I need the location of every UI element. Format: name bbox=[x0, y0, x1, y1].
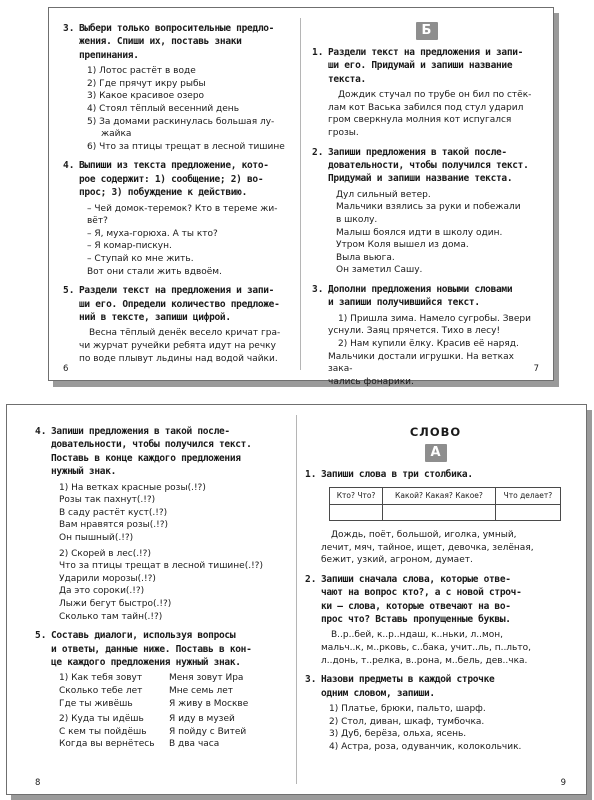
questions-column bbox=[51, 713, 169, 751]
text-line: – Я, муха-горюха. А ты кто? bbox=[87, 228, 218, 239]
list-item: Ударили морозы(.!?) bbox=[59, 573, 156, 584]
word-list bbox=[321, 629, 566, 667]
list-item: жайка bbox=[101, 129, 132, 140]
task-instruction: Составь диалоги, используя вопросы и ответы, данные ниже. Поставь в кон- це каждого предложения нужный знак. bbox=[51, 630, 252, 668]
sentence-list bbox=[328, 189, 541, 277]
text-line: в школу. bbox=[336, 215, 378, 225]
question: Когда вы вернётесь bbox=[59, 739, 155, 750]
section-title: СЛОВО bbox=[409, 425, 462, 439]
text-line: лечит, мяч, тайное, ищет, девочка, зелёная, bbox=[321, 542, 534, 553]
dialog-2 bbox=[51, 713, 287, 751]
answer: Мне семь лет bbox=[169, 685, 234, 696]
list-item: 3) Какое красивое озеро bbox=[87, 91, 205, 102]
text-line: – Ступай ко мне жить. bbox=[87, 253, 194, 264]
task-3 bbox=[312, 283, 541, 388]
word-columns-table bbox=[329, 487, 561, 521]
list-item: 4) Астра, роза, одуванчик, колокольчик. bbox=[329, 741, 522, 752]
task-4 bbox=[63, 159, 291, 278]
page-7 bbox=[302, 8, 553, 387]
list-item: Лыжи бегут быстро(.!?) bbox=[59, 598, 172, 609]
text-line: гром сверкнула молния кот испугался грозы. bbox=[328, 115, 512, 138]
task-2 bbox=[312, 146, 541, 277]
text-line: бежит, узкий, агроном, думает. bbox=[321, 555, 473, 566]
page-8 bbox=[7, 405, 295, 794]
table-row bbox=[330, 504, 561, 520]
text-line: Мальчики взялись за руки и побежали bbox=[336, 202, 521, 213]
list-item: Сколько там тайн(.!?) bbox=[59, 611, 163, 622]
task-number: 3. bbox=[305, 674, 317, 686]
answer: Я живу в Москве bbox=[169, 698, 249, 709]
text-line: чались фонарики. bbox=[328, 376, 414, 387]
list-item: 1) Лотос растёт в воде bbox=[87, 66, 196, 77]
answers-column bbox=[169, 713, 287, 751]
list-item: 2) Где прячут икру рыбы bbox=[87, 78, 206, 89]
sentence-group-1 bbox=[51, 482, 287, 545]
task-number: 1. bbox=[305, 469, 317, 480]
list-item: Розы так пахнут(.!?) bbox=[59, 495, 156, 506]
text-line: Дождь, поёт, большой, иголка, умный, bbox=[331, 529, 517, 540]
bottom-spread bbox=[6, 404, 587, 795]
text-line: Малыш боялся идти в школу один. bbox=[336, 227, 503, 238]
page-number: 6 bbox=[63, 364, 69, 374]
task-instruction: Выбери только вопросительные предло- жения. Спиши их, поставь знаки препинания. bbox=[79, 23, 275, 61]
text-line: Утром Коля вышел из дома. bbox=[336, 240, 469, 251]
answer: Меня зовут Ира bbox=[169, 673, 244, 684]
task-number: 1. bbox=[312, 47, 324, 58]
section-badge: Б bbox=[416, 22, 438, 40]
list-item: В саду растёт куст(.!?) bbox=[59, 507, 168, 518]
task-number: 2. bbox=[312, 146, 324, 158]
text-line: чи журчат ручейки ребята идут на речку bbox=[79, 340, 276, 351]
answer: В два часа bbox=[169, 739, 220, 750]
page-number: 7 bbox=[533, 364, 539, 374]
page-number: 8 bbox=[35, 778, 41, 788]
task-instruction: Запиши слова в три столбика. bbox=[321, 469, 473, 480]
task-instruction: Дополни предложения новыми словами и запиши получившийся текст. bbox=[328, 283, 513, 309]
task-instruction: Выпиши из текста предложение, кото- рое содержит: 1) сообщение; 2) во- прос; 3) побуждение к действию. bbox=[79, 160, 269, 199]
text-line: В..р..бей, к..р..ндаш, к..ньки, л..мон, bbox=[331, 630, 504, 641]
text-block bbox=[328, 89, 541, 139]
task-number: 3. bbox=[63, 23, 75, 34]
text-line: Он заметил Сашу. bbox=[336, 265, 423, 276]
question: 2) Куда ты идёшь bbox=[59, 714, 144, 725]
task-5 bbox=[35, 629, 287, 751]
text-line: Дул сильный ветер. bbox=[336, 189, 431, 200]
page-6 bbox=[49, 8, 299, 380]
list-item: 6) Что за птицы трещат в лесной тишине bbox=[87, 141, 285, 152]
sentence-list bbox=[79, 65, 291, 153]
object-list bbox=[321, 703, 566, 753]
text-line: 2) Нам купили ёлку. Красив её наряд. bbox=[338, 338, 519, 349]
task-2 bbox=[305, 573, 566, 667]
task-4 bbox=[35, 425, 287, 623]
top-spread bbox=[48, 7, 554, 387]
answers-column bbox=[169, 672, 287, 710]
table-header-cell: Что делает? bbox=[495, 488, 560, 505]
page-9 bbox=[297, 405, 586, 794]
task-3 bbox=[63, 22, 291, 153]
text-line: 1) Пришла зима. Намело сугробы. Звери bbox=[338, 313, 531, 324]
table-header-cell: Кто? Что? bbox=[330, 488, 383, 505]
task-number: 4. bbox=[63, 160, 75, 172]
task-instruction: Запиши сначала слова, которые отве- чают на вопрос кто?, а с новой строч- ки – слова, которые отвечают на во- прос что? Вставь пропущенные буквы. bbox=[321, 573, 522, 625]
table-cell bbox=[383, 504, 496, 520]
question: С кем ты пойдёшь bbox=[59, 726, 147, 737]
table-cell bbox=[330, 504, 383, 520]
list-item: Он пышный(.!?) bbox=[59, 533, 134, 543]
task-instruction: Запиши предложения в такой после- довательности, чтобы получился текст. Поставь в конце каждого предложения нужный знак. bbox=[51, 426, 252, 478]
page-divider bbox=[300, 18, 301, 370]
text-line: Мальчики достали игрушки. На ветках зака- bbox=[328, 351, 514, 375]
task-5 bbox=[63, 284, 291, 365]
text-line: Весна тёплый денёк весело кричат гра- bbox=[89, 328, 281, 339]
list-item: 4) Стоял тёплый весенний день bbox=[87, 104, 239, 114]
task-3 bbox=[305, 673, 566, 753]
table-cell bbox=[495, 504, 560, 520]
text-line: вёт? bbox=[87, 216, 108, 227]
text-line: по воде плывут льдины над водой чайки. bbox=[79, 353, 278, 364]
text-line: л..донь, т..релка, в..рона, м..бель, дев..чка. bbox=[321, 655, 528, 666]
task-1 bbox=[312, 46, 541, 140]
answer: Я пойду с Витей bbox=[169, 726, 247, 737]
list-item: Вам нравятся розы(.!?) bbox=[59, 520, 169, 531]
page-number: 9 bbox=[560, 778, 566, 788]
answer: Я иду в музей bbox=[169, 714, 235, 725]
question: Где ты живёшь bbox=[59, 698, 133, 709]
text-line: Выла вьюга. bbox=[336, 252, 395, 263]
text-line: Вот они стали жить вдвоём. bbox=[87, 266, 222, 277]
list-item: Да это сороки(.!?) bbox=[59, 586, 145, 597]
task-number: 3. bbox=[312, 283, 324, 295]
table-header-row bbox=[330, 488, 561, 505]
text-block bbox=[328, 313, 541, 389]
task-number: 4. bbox=[35, 426, 47, 437]
list-item: 2) Стол, диван, шкаф, тумбочка. bbox=[329, 716, 485, 727]
table-header-cell: Какой? Какая? Какое? bbox=[383, 488, 496, 505]
list-item: 5) За домами раскинулась большая лу- bbox=[87, 116, 275, 127]
task-number: 5. bbox=[63, 285, 75, 297]
question: 1) Как тебя зовут bbox=[59, 673, 143, 684]
word-list bbox=[321, 529, 566, 567]
list-item: 1) Платье, брюки, пальто, шарф. bbox=[329, 703, 486, 714]
task-instruction: Запиши предложения в такой после- довательности, чтобы получился текст. Придумай и запиши название текста. bbox=[328, 146, 529, 185]
text-line: Дождик стучал по трубе он бил по стёк- bbox=[338, 90, 532, 101]
dialog-text bbox=[79, 203, 291, 279]
sentence-group-2 bbox=[51, 548, 287, 624]
text-line: – Я комар-пискун. bbox=[87, 241, 172, 252]
text-line: – Чей домок-теремок? Кто в тереме жи- bbox=[87, 203, 278, 214]
task-number: 2. bbox=[305, 573, 317, 585]
text-line: мальч..к, м..рковь, с..бака, учит..ль, п..льто, bbox=[321, 642, 531, 653]
questions-column bbox=[51, 672, 169, 710]
text-line: лам кот Васька забился под стул ударил bbox=[328, 102, 524, 113]
task-instruction: Раздели текст на предложения и запи- ши его. Определи количество предложе- ний в тексте, запиши цифрой. bbox=[79, 285, 280, 323]
text-line: уснули. Заяц прячется. Тихо в лесу! bbox=[328, 326, 501, 337]
task-instruction: Назови предметы в каждой строчке одним словом, запиши. bbox=[321, 674, 495, 699]
list-item: 3) Дуб, берёза, ольха, ясень. bbox=[329, 729, 467, 740]
task-1 bbox=[305, 468, 566, 567]
dialog-1 bbox=[51, 672, 287, 710]
list-item: Что за птицы трещат в лесной тишине(.!?) bbox=[59, 561, 263, 572]
list-item: 1) На ветках красные розы(.!?) bbox=[59, 482, 206, 493]
question: Сколько тебе лет bbox=[59, 685, 143, 696]
text-block bbox=[79, 327, 291, 365]
task-number: 5. bbox=[35, 630, 47, 642]
section-badge: А bbox=[425, 444, 447, 462]
list-item: 2) Скорей в лес(.!?) bbox=[59, 548, 151, 559]
task-instruction: Раздели текст на предложения и запи- ши его. Придумай и запиши название текста. bbox=[328, 47, 524, 85]
